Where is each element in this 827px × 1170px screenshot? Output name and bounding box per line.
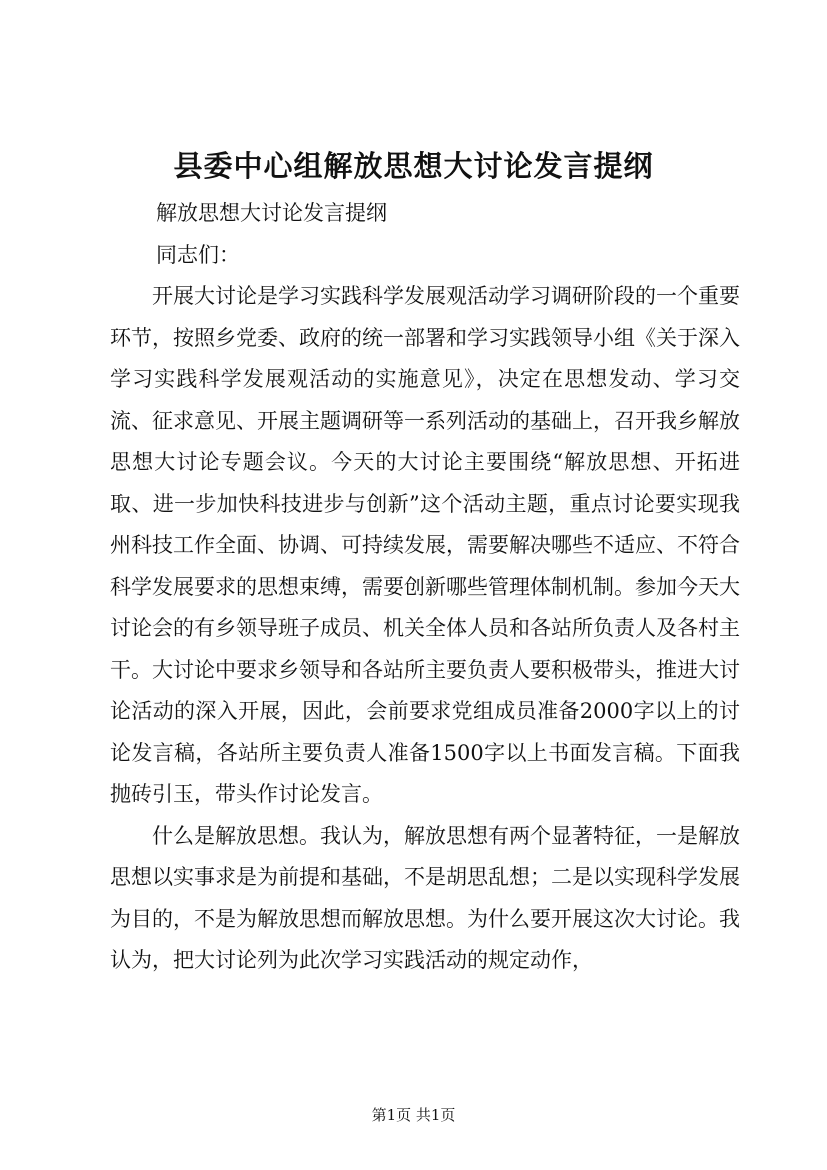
salutation-paragraph: 同志们： — [156, 242, 240, 267]
body-paragraph: 开展大讨论是学习实践科学发展观活动学习调研阶段的一个重要环节，按照乡党委、政府的统一部署和学习实践领导小组《关于深入学习实践科学发展观活动的实施意见》，决定在思想发动、学习交流、征求意见、开展主题调研等一系列活动的基础上，召开我乡解放思想大讨论专题会议。今天的大讨论主要围绕“解放思想、开拓进取、进一步加快科技进步与创新”这个活动主题，重点讨论要实现我州科技工作全面、协调、可持续发展，需要解决哪些不适应、不符合科学发展要求的思想束缚，需要创新哪些管理体制机制。参加今天大讨论会的有乡领导班子成员、机关全体人员和各站所负责人及各村主干。大讨论中要求乡领导和各站所主要负责人要积极带头，推进大讨论活动的深入开展，因此，会前要求党组成员准备2000字以上的讨论发言稿，各站所主要负责人准备1500字以上书面发言稿。下面我抛砖引玉，带头作讨论发言。 — [110, 284, 740, 806]
body-paragraph: 什么是解放思想。我认为，解放思想有两个显著特征，一是解放思想以实事求是为前提和基础，不是胡思乱想；二是以实现科学发展为目的，不是为解放思想而解放思想。为什么要开展这次大讨论。我认为，把大讨论列为此次学习实践活动的规定动作， — [110, 823, 740, 972]
subtitle-paragraph: 解放思想大讨论发言提纲 — [156, 201, 387, 225]
page-footer: 第1页 共1页 — [371, 1106, 456, 1124]
document-body — [110, 193, 740, 982]
document-title: 县委中心组解放思想大讨论发言提纲 — [173, 149, 654, 183]
